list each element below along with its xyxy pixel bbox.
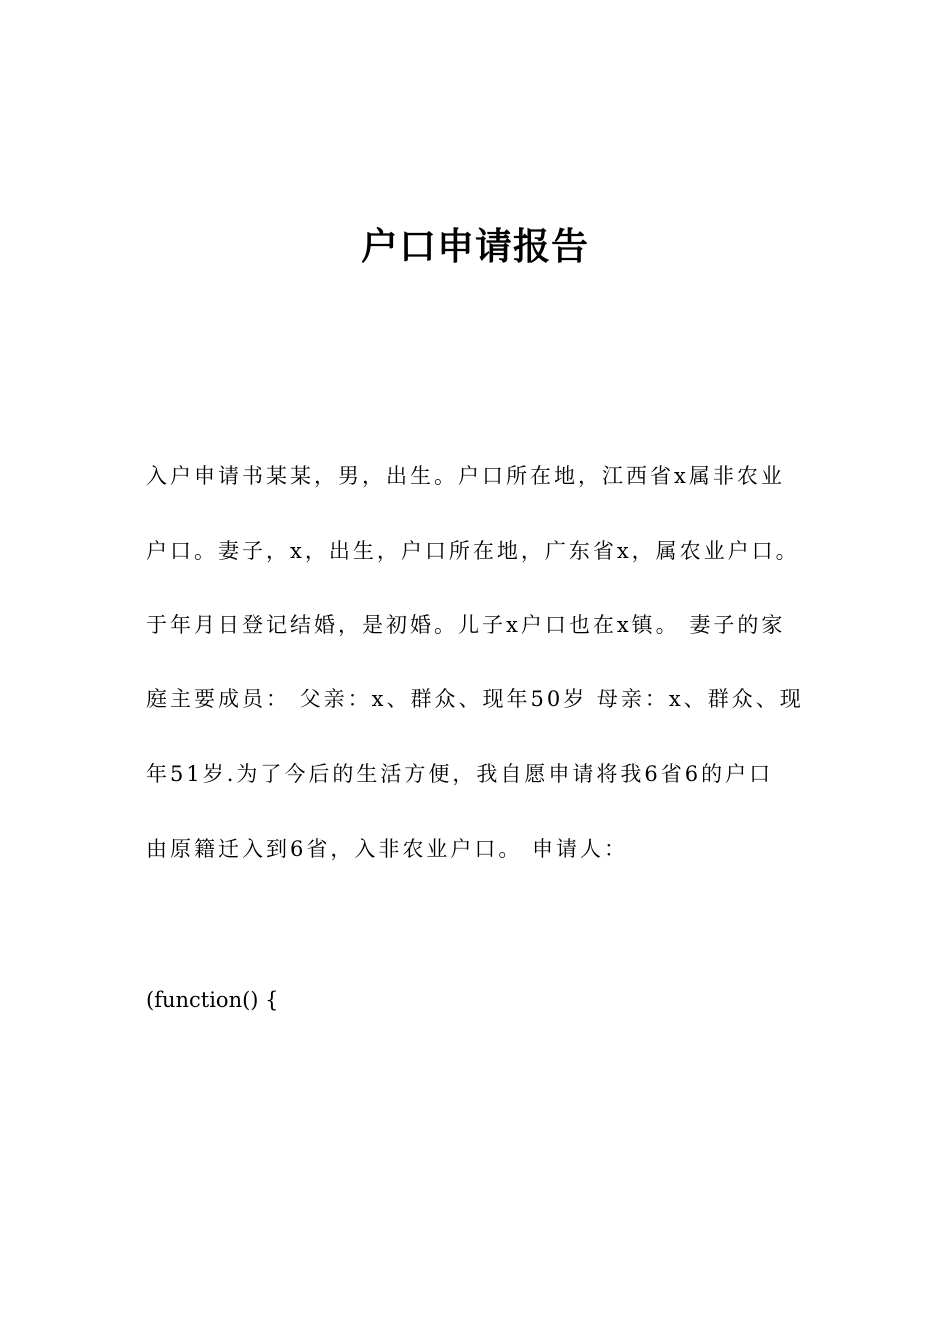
document-title: 户口申请报告 [361,225,589,268]
stray-code-text: (function() { [146,988,279,1012]
body-line-1: 入户申请书某某，男，出生。户口所在地，江西省x属非农业 [146,464,785,488]
body-line-4: 庭主要成员： 父亲：x、群众、现年50岁 母亲：x、群众、现 [146,687,804,711]
body-line-2: 户口。妻子，x，出生，户口所在地，广东省x，属农业户口。 [146,539,800,563]
body-line-5: 年51岁.为了今后的生活方便，我自愿申请将我6省6的户口 [146,762,774,786]
body-line-6: 由原籍迁入到6省，入非农业户口。 申请人： [146,837,629,861]
body-line-3: 于年月日登记结婚，是初婚。儿子x户口也在x镇。 妻子的家 [146,613,786,637]
